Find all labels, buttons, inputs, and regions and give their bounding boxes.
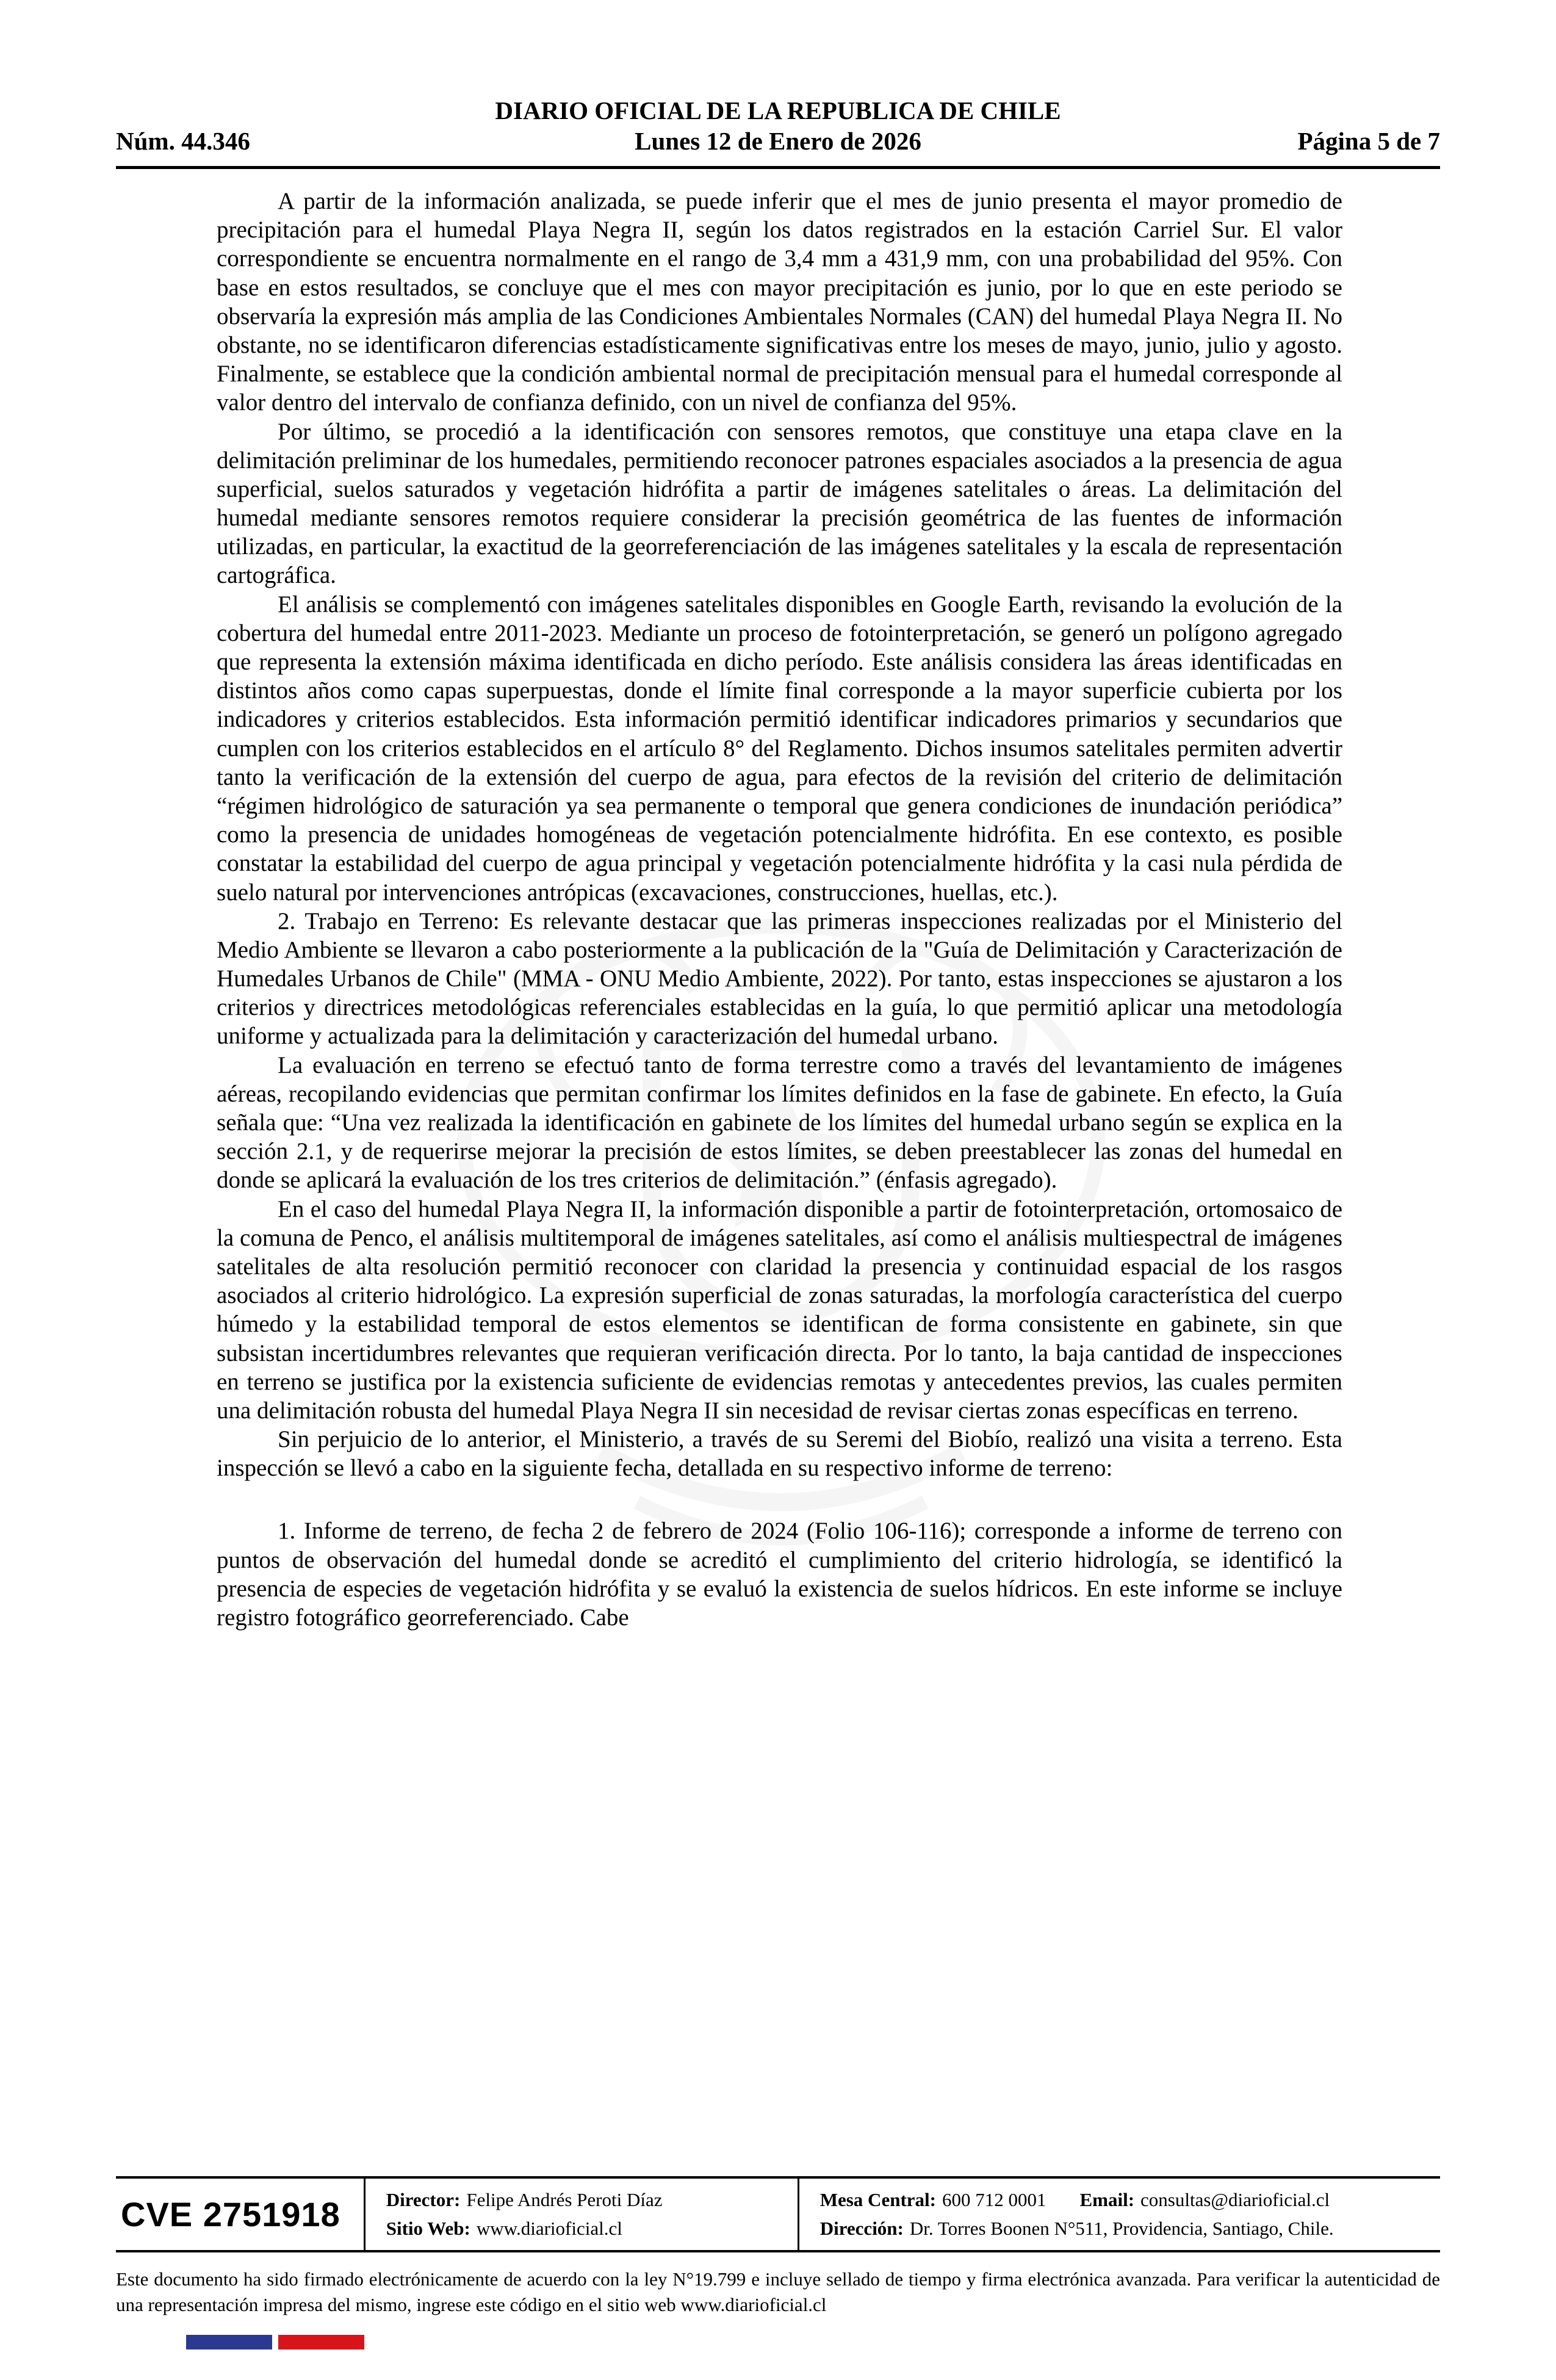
director-label: Director: <box>386 2189 461 2210</box>
legal-note: Este documento ha sido firmado electrónicamente de acuerdo con la ley N°19.799 e incluye sellado de tiempo y firma electrónica avanzada. Para verificar la autenticidad de una representación impresa del mismo, ingrese este código en el sitio web www.diarioficial.cl <box>116 2268 1440 2315</box>
issue-number: Núm. 44.346 <box>116 127 250 156</box>
director-cell <box>364 2179 798 2250</box>
director-value: Felipe Andrés Peroti Díaz <box>466 2189 663 2210</box>
body-paragraph: 1. Informe de terreno, de fecha 2 de febrero de 2024 (Folio 106-116); corresponde a informe de terreno con puntos de observación del humedal donde se acreditó el cumplimiento del criterio hidrología, se identificó la presencia de especies de vegetación hidrófita y se evaluó la existencia de suelos hídricos. En este informe se incluye registro fotográfico georreferenciado. Cabe <box>217 1518 1342 1631</box>
cve-cell <box>116 2179 364 2250</box>
mesa-email-line <box>820 2186 1419 2215</box>
body-paragraph: El análisis se complementó con imágenes satelitales disponibles en Google Earth, revisando la evolución de la cobertura del humedal entre 2011-2023. Mediante un proceso de fotointerpretación, se generó un polígono agregado que representa la extensión máxima identificada en dicho período. Este análisis considera las áreas identificadas en distintos años como capas superpuestas, donde el límite final corresponde a la mayor superficie cubierta por los indicadores y criterios establecidos. Esta información permitió identificar indicadores primarios y secundarios que cumplen con los criterios establecidos en el artículo 8° del Reglamento. Dichos insumos satelitales permiten advertir tanto la verificación de la extensión del cuerpo de agua, para efectos de la revisión del criterio de delimitación “régimen hidrológico de saturación ya sea permanente o temporal que genera condiciones de inundación periódica” como la presencia de unidades homogéneas de vegetación potencialmente hidrófita. En ese contexto, es posible constatar la estabilidad del cuerpo de agua principal y vegetación potencialmente hidrófita y la casi nula pérdida de suelo natural por intervenciones antrópicas (excavaciones, construcciones, huellas, etc.). <box>217 591 1342 906</box>
body-paragraph: Por último, se procedió a la identificación con sensores remotos, que constituye una etapa clave en la delimitación preliminar de los humedales, permitiendo reconocer patrones espaciales asociados a la presencia de agua superficial, suelos saturados y vegetación hidrófita a partir de imágenes satelitales o áreas. La delimitación del humedal mediante sensores remotos requiere considerar la precisión geométrica de las fuentes de información utilizadas, en particular, la exactitud de la georreferenciación de las imágenes satelitales y la escala de representación cartográfica. <box>217 418 1342 589</box>
flag-blue-segment <box>186 2335 272 2349</box>
direccion-value: Dr. Torres Boonen N°511, Providencia, Santiago, Chile. <box>909 2217 1334 2239</box>
mesa-value: 600 712 0001 <box>942 2189 1046 2210</box>
body-paragraph: 2. Trabajo en Terreno: Es relevante destacar que las primeras inspecciones realizadas por el Ministerio del Medio Ambiente se llevaron a cabo posteriormente a la publicación de la "Guía de Delimitación y Caracterización de Humedales Urbanos de Chile" (MMA - ONU Medio Ambiente, 2022). Por tanto, estas inspecciones se ajustaron a los criterios y directrices metodológicas referenciales establecidas en la guía, lo que permitió aplicar una metodología uniforme y actualizada para la delimitación y caracterización del humedal urbano. <box>217 907 1342 1050</box>
email-label: Email: <box>1079 2189 1135 2210</box>
header-rule <box>116 166 1440 169</box>
masthead-date: Lunes 12 de Enero de 2026 <box>635 127 921 156</box>
footer-table <box>116 2176 1440 2252</box>
body-paragraph: En el caso del humedal Playa Negra II, la información disponible a partir de fotointerpretación, ortomosaico de la comuna de Penco, el análisis multitemporal de imágenes satelitales, así como el análisis multiespectral de imágenes satelitales de alta resolución permitió reconocer con claridad la presencia y continuidad espacial de los rasgos asociados al criterio hidrológico. La expresión superficial de zonas saturadas, la morfología característica del cuerpo húmedo y la estabilidad temporal de estos elementos se identifican de forma consistente en gabinete, sin que subsistan incertidumbres relevantes que requieran verificación directa. Por lo tanto, la baja cantidad de inspecciones en terreno se justifica por la existencia suficiente de evidencias remotas y antecedentes previos, las cuales permiten una delimitación robusta del humedal Playa Negra II sin necesidad de revisar ciertas zonas específicas en terreno. <box>217 1195 1342 1424</box>
body-paragraph: La evaluación en terreno se efectuó tanto de forma terrestre como a través del levantamiento de imágenes aéreas, recopilando evidencias que permitan confirmar los límites definidos en la fase de gabinete. En efecto, la Guía señala que: “Una vez realizada la identificación en gabinete de los límites del humedal urbano según se explica en la sección 2.1, y de requerirse mejorar la precisión de estos límites, se deben preestablecer las zonas del humedal en donde se aplicará la evaluación de los tres criterios de delimitación.” (énfasis agregado). <box>217 1051 1342 1194</box>
contact-cell <box>798 2179 1440 2250</box>
page-header <box>116 95 1440 156</box>
sitio-label: Sitio Web: <box>386 2217 470 2239</box>
sitio-line <box>386 2215 777 2243</box>
mesa-label: Mesa Central: <box>819 2189 936 2210</box>
sitio-value: www.diarioficial.cl <box>476 2217 622 2239</box>
masthead <box>378 95 1178 156</box>
flag-red-segment <box>278 2335 364 2349</box>
cve-code: CVE 2751918 <box>121 2195 340 2234</box>
masthead-title: DIARIO OFICIAL DE LA REPUBLICA DE CHILE <box>495 96 1061 124</box>
director-line <box>386 2186 777 2215</box>
body-paragraph: Sin perjuicio de lo anterior, el Ministerio, a través de su Seremi del Biobío, realizó una visita a terreno. Esta inspección se llevó a cabo en la siguiente fecha, detallada en su respectivo informe de terreno: <box>217 1426 1342 1482</box>
direccion-label: Dirección: <box>819 2217 904 2239</box>
email-value: consultas@diarioficial.cl <box>1140 2189 1330 2210</box>
direccion-line <box>820 2215 1419 2243</box>
flag-white-segment <box>272 2335 278 2349</box>
flag-strip <box>186 2335 364 2349</box>
page-number: Página 5 de 7 <box>1297 127 1440 156</box>
document-body <box>217 187 1342 1632</box>
body-paragraph: A partir de la información analizada, se puede inferir que el mes de junio presenta el mayor promedio de precipitación para el humedal Playa Negra II, según los datos registrados en la estación Carriel Sur. El valor correspondiente se encuentra normalmente en el rango de 3,4 mm a 431,9 mm, con una probabilidad del 95%. Con base en estos resultados, se concluye que el mes con mayor precipitación es junio, por lo que en este periodo se observaría la expresión más amplia de las Condiciones Ambientales Normales (CAN) del humedal Playa Negra II. No obstante, no se identificaron diferencias estadísticamente significativas entre los meses de mayo, junio, julio y agosto. Finalmente, se establece que la condición ambiental normal de precipitación mensual para el humedal corresponde al valor dentro del intervalo de confianza definido, con un nivel de confianza del 95%. <box>217 188 1342 416</box>
